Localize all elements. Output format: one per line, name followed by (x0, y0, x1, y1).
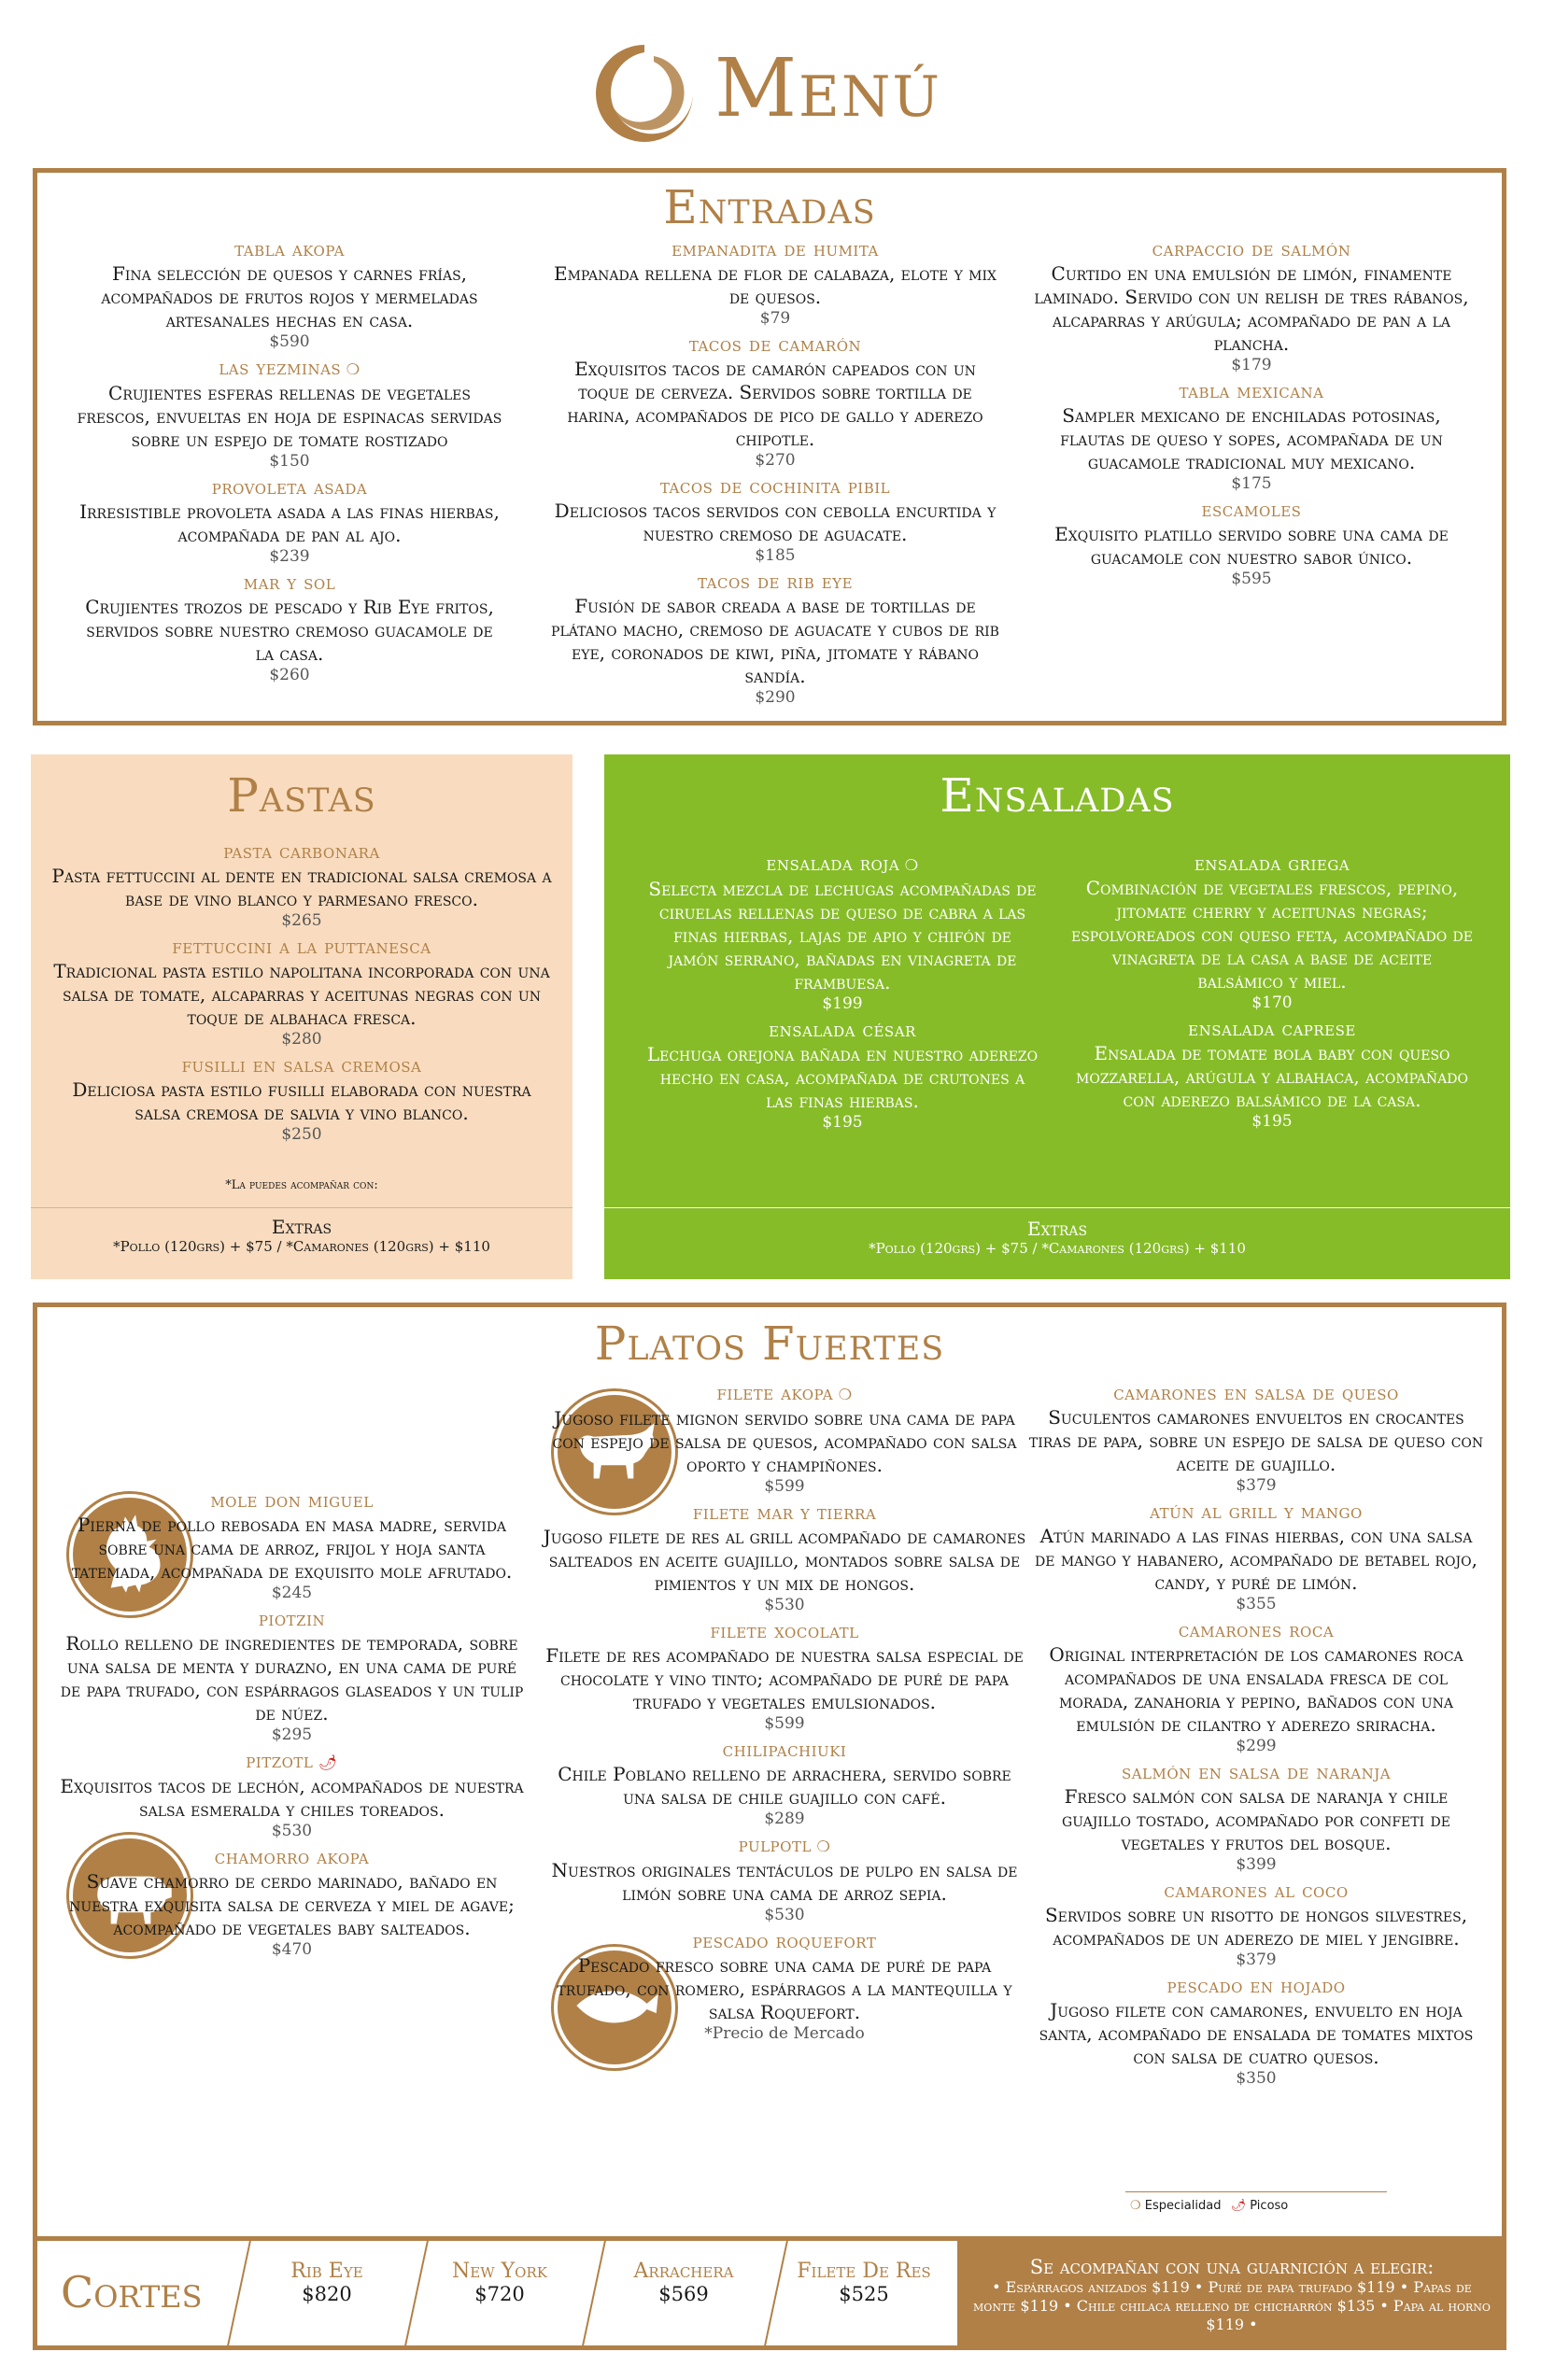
dish-name-text: chamorro akopa (214, 1846, 370, 1869)
dish-description: Fresco salmón con salsa de naranja y chile guajillo tostado, acompañado por confeti de vegetales y frutos del bosque. (1062, 1785, 1450, 1854)
menu-item (75, 476, 504, 566)
menu-item (542, 1834, 1027, 1924)
dish-name (49, 1054, 554, 1078)
dish-price: $350 (1236, 2069, 1277, 2088)
corte-name: Arrachera (633, 2260, 734, 2283)
dish-description: Empanada rellena de flor de calabaza, elote y mix de quesos. (553, 262, 997, 308)
menu-item (542, 1930, 1027, 2043)
guarnicion-desc: • Espárragos anizados $119 • Puré de papa trufado $119 • Papas de monte $119 • Chile chilaca relleno de chicharrón $135 • Papa al horno $119 • (973, 2278, 1491, 2333)
dish-name (56, 1608, 528, 1632)
dish-name (56, 1846, 528, 1870)
dish-description: Jugoso filete de res al grill acompañado de camarones salteados en aceite guajillo, montados sobre salsa de pimientos y un mix de hongos. (543, 1526, 1026, 1595)
dish-price: $260 (269, 666, 310, 684)
dish-name (542, 1834, 1027, 1859)
dish-name-text: las yezminas (219, 357, 342, 380)
dish-name-text: tabla mexicana (1179, 380, 1324, 403)
menu-item (646, 852, 1039, 1013)
dish-name (542, 1739, 1027, 1763)
dish-name (542, 1620, 1027, 1644)
dish-name-text: camarones al coco (1164, 1880, 1349, 1903)
dish-price: $250 (281, 1125, 322, 1144)
dish-name (56, 1489, 528, 1514)
menu-item (1032, 499, 1471, 588)
dish-name-text: chilipachiuki (722, 1739, 847, 1762)
dish-price: $265 (281, 911, 322, 930)
cortes-section (33, 2236, 1506, 2350)
platos-fuertes-section (33, 1303, 1506, 2236)
menu-item (1071, 852, 1473, 1012)
dish-name (1032, 238, 1471, 262)
dish-price: $175 (1231, 474, 1272, 493)
corte-price: $720 (474, 2283, 525, 2305)
cortes-divider (582, 2241, 606, 2345)
dish-name-text: escamoles (1201, 499, 1302, 522)
menu-item (75, 571, 504, 684)
menu-item (1032, 238, 1471, 374)
dish-name-text: ensalada roja (766, 852, 900, 876)
dish-name-text: pulpotl (738, 1834, 812, 1857)
entradas-title: Entradas (663, 180, 876, 234)
dish-name-text: tabla akopa (234, 238, 345, 261)
dish-description: Deliciosa pasta estilo fusilli elaborada con nuestra salsa cremosa de salvia y vino blanco. (72, 1078, 531, 1124)
dish-description: Irresistible provoleta asada a las finas hierbas, acompañada de pan al ajo. (79, 500, 500, 546)
menu-item (542, 1501, 1027, 1614)
special-icon: ❍ (341, 360, 361, 378)
dish-description: Curtido en una emulsión de limón, finamente laminado. Servido con un relish de tres rábanos, alcaparras y arúgula; acompañado de pan a la plancha. (1034, 262, 1469, 355)
menu-item (546, 475, 1004, 565)
special-icon: ❍ (833, 1386, 853, 1403)
dish-name (646, 1019, 1039, 1043)
menu-item (1027, 1975, 1485, 2088)
menu-item (1027, 1880, 1485, 1969)
corte-price: $525 (839, 2283, 889, 2305)
dish-name-text: ensalada césar (769, 1019, 916, 1042)
dish-price: $179 (1231, 356, 1272, 374)
dish-name-text: pitzotl (246, 1750, 314, 1773)
dish-name (1027, 1500, 1485, 1525)
pastas-extras (31, 1217, 573, 1256)
dish-name (1032, 499, 1471, 523)
dish-description: Fina selección de quesos y carnes frías, acompañados de frutos rojos y mermeladas artesanales hechas en casa. (101, 262, 478, 331)
dish-description: Filete de res acompañado de nuestra salsa especial de chocolate y vino tinto; acompañado de puré de papa trufado y vegetales emulsionados. (545, 1644, 1024, 1713)
dish-description: Pasta fettuccini al dente en tradicional salsa cremosa a base de vino blanco y parmesano fresco. (51, 865, 552, 910)
menu-item (75, 238, 504, 351)
chili-icon: 🌶 (1230, 2199, 1247, 2213)
menu-item (49, 1054, 554, 1144)
dish-description: Atún marinado a las finas hierbas, con una salsa de mango y habanero, acompañado de betabel rojo, candy, y puré de limón. (1035, 1525, 1477, 1594)
menu-item (56, 1846, 528, 1959)
dish-name (546, 333, 1004, 358)
dish-name (546, 475, 1004, 500)
menu-item (542, 1620, 1027, 1733)
legend-divider (1125, 2191, 1387, 2192)
ensaladas-section (604, 754, 1510, 1279)
guarnicion-box (957, 2241, 1506, 2345)
special-icon: ❍ (1130, 2199, 1141, 2213)
dish-price: $595 (1231, 570, 1272, 588)
dish-name-text: camarones en salsa de queso (1113, 1382, 1399, 1405)
corte-price: $820 (302, 2283, 352, 2305)
dish-description: Pierna de pollo rebosada en masa madre, servida sobre una cama de arroz, frijol y hoja santa tatemada, acompañada de exquisito mole afrutado. (71, 1514, 513, 1583)
menu-item (1071, 1018, 1473, 1131)
menu-item (546, 570, 1004, 707)
dish-description: Jugoso filete con camarones, envuelto en hoja santa, acompañado de ensalada de tomates mixtos con salsa de cuatro quesos. (1039, 1999, 1474, 2068)
dish-description: Crujientes esferas rellenas de vegetales frescos, envueltas en hoja de espinacas servidas sobre un espejo de tomate rostizado (77, 382, 502, 451)
menu-item (75, 357, 504, 471)
menu-item (1027, 1382, 1485, 1495)
dish-name-text: fusilli en salsa cremosa (181, 1054, 422, 1077)
dish-name-text: piotzin (258, 1608, 326, 1631)
dish-price: $379 (1236, 1950, 1277, 1969)
legend (1130, 2199, 1288, 2213)
dish-price: $379 (1236, 1476, 1277, 1495)
platos-title: Platos Fuertes (594, 1317, 945, 1371)
dish-name-text: atún al grill y mango (1150, 1500, 1363, 1524)
menu-item (56, 1608, 528, 1744)
corte-name: Filete De Res (797, 2260, 931, 2283)
dish-name-text: tacos de camarón (688, 333, 862, 357)
dish-description: Exquisito platillo servido sobre una cama de guacamole con nuestro sabor único. (1054, 523, 1449, 569)
dish-name-text: filete mar y tierra (692, 1501, 877, 1525)
dish-price: $355 (1236, 1595, 1277, 1613)
dish-description: Lechuga orejona bañada en nuestro aderezo hecho en casa, acompañada de crutones a las finas hierbas. (646, 1043, 1039, 1112)
dish-description: Exquisitos tacos de lechón, acompañados de nuestra salsa esmeralda y chiles toreados. (60, 1775, 524, 1821)
dish-name-text: mole don miguel (210, 1489, 374, 1513)
dish-name (1032, 380, 1471, 404)
menu-item (1032, 380, 1471, 493)
corte-item (604, 2260, 763, 2305)
dish-name (75, 476, 504, 500)
ensaladas-extras-desc: *Pollo (120grs) + $75 / *Camarones (120grs) + $110 (869, 1240, 1246, 1257)
dish-price: $590 (269, 332, 310, 351)
dish-description: Original interpretación de los camarones roca acompañados de una ensalada fresca de col morada, zanahoria y pepino, bañados con una emulsión de cilantro y aderezo sriracha. (1049, 1643, 1463, 1736)
dish-price: $195 (822, 1113, 863, 1132)
dish-price: $530 (764, 1906, 805, 1924)
pastas-extras-title: Extras (271, 1216, 332, 1238)
dish-name (546, 570, 1004, 595)
corte-name: New York (452, 2260, 547, 2283)
menu-item (1027, 1500, 1485, 1613)
dish-price: $290 (755, 688, 796, 707)
dish-price: $185 (755, 546, 796, 565)
entradas-section (33, 168, 1506, 725)
dish-name (1027, 1975, 1485, 1999)
menu-item (646, 1019, 1039, 1132)
dish-name-text: camarones roca (1178, 1619, 1335, 1642)
dish-description: Combinación de vegetales frescos, pepino, jitomate cherry y aceitunas negras; espolvoreados con queso feta, acompañado de vinagreta de la casa a base de aceite balsámico y miel. (1071, 877, 1474, 993)
dish-price: $199 (822, 994, 863, 1013)
dish-price: *Precio de Mercado (704, 2024, 865, 2043)
dish-name-text: empanadita de humita (672, 238, 879, 261)
dish-price: $299 (1236, 1737, 1277, 1755)
dish-name (542, 1930, 1027, 1954)
dish-name-text: carpaccio de salmón (1152, 238, 1351, 261)
dish-name (1027, 1880, 1485, 1904)
menu-item (56, 1750, 528, 1840)
menu-item (56, 1489, 528, 1602)
dish-name-text: pasta carbonara (223, 840, 380, 864)
ensaladas-extras-divider (604, 1207, 1510, 1208)
dish-description: Pescado fresco sobre una cama de puré de papa trufado, con romero, espárragos a la mantequilla y salsa Roquefort. (557, 1954, 1012, 2023)
pastas-title: Pastas (227, 768, 376, 823)
menu-item (542, 1382, 1027, 1496)
menu-item (49, 840, 554, 930)
dish-price: $289 (764, 1810, 805, 1828)
logo-icon (588, 37, 700, 149)
dish-description: Chile Poblano relleno de arrachera, servido sobre una salsa de chile guajillo con café. (558, 1763, 1011, 1809)
dish-price: $295 (271, 1725, 313, 1744)
dish-price: $399 (1236, 1855, 1277, 1874)
dish-name-text: tacos de cochinita pibil (659, 475, 891, 499)
dish-description: Ensalada de tomate bola baby con queso mozzarella, arúgula y albahaca, acompañado con aderezo balsámico de la casa. (1076, 1042, 1468, 1111)
dish-price: $599 (764, 1477, 805, 1496)
dish-name-text: provoleta asada (211, 476, 368, 500)
platos-col-2 (542, 1382, 1027, 2049)
dish-price: $470 (271, 1940, 313, 1959)
menu-item (546, 333, 1004, 470)
dish-name-text: ensalada caprese (1188, 1018, 1356, 1041)
dish-description: Rollo relleno de ingredientes de temporada, sobre una salsa de menta y durazno, en una cama de puré de papa trufado, con espárragos glaseados y un tulip de núez. (60, 1632, 524, 1725)
dish-name (75, 571, 504, 596)
entradas-col-1 (75, 238, 504, 690)
dish-name (75, 357, 504, 382)
dish-description: Suave chamorro de cerdo marinado, bañado en nuestra exquisita salsa de cerveza y miel de agave; acompañado de vegetales baby salteados. (69, 1870, 515, 1939)
dish-price: $599 (764, 1714, 805, 1733)
entradas-col-2 (546, 238, 1004, 712)
dish-name (542, 1382, 1027, 1407)
dish-description: Crujientes trozos de pescado y Rib Eye fritos, servidos sobre nuestro cremoso guacamole de la casa. (85, 596, 494, 665)
pastas-extras-divider (31, 1207, 573, 1208)
dish-name-text: pescado en hojado (1166, 1975, 1346, 1998)
corte-item (247, 2260, 406, 2305)
dish-description: Jugoso filete mignon servido sobre una cama de papa con espejo de salsa de quesos, acompañado con salsa oporto y champiñones. (552, 1407, 1017, 1476)
dish-description: Fusión de sabor creada a base de tortillas de plátano macho, cremoso de aguacate y cubos de rib eye, coronados de kiwi, piña, jitomate y rábano sandía. (551, 595, 999, 687)
special-icon: ❍ (811, 1838, 831, 1855)
dish-name (56, 1750, 528, 1775)
legend-special: Especialidad (1144, 2199, 1222, 2213)
dish-description: Deliciosos tacos servidos con cebolla encurtida y nuestro cremoso de aguacate. (554, 500, 997, 545)
corte-item (785, 2260, 943, 2305)
ensaladas-title: Ensaladas (940, 768, 1175, 823)
dish-name-text: fettuccini a la puttanesca (172, 936, 431, 959)
platos-col-3 (1027, 1382, 1485, 2093)
platos-col-1 (56, 1489, 528, 1965)
dish-description: Servidos sobre un risotto de hongos silvestres, acompañados de un aderezo de miel y jengibre. (1044, 1904, 1468, 1950)
page-title: Menú (714, 42, 941, 135)
cortes-title: Cortes (61, 2267, 203, 2317)
dish-price: $195 (1251, 1112, 1293, 1131)
dish-name (1071, 1018, 1473, 1042)
pastas-section (31, 754, 573, 1279)
dish-name-text: ensalada griega (1194, 852, 1350, 876)
ensaladas-col-2 (1071, 852, 1473, 1136)
dish-price: $150 (269, 452, 310, 471)
dish-name-text: salmón en salsa de naranja (1121, 1761, 1392, 1784)
dish-price: $239 (269, 547, 310, 566)
pastas-note: *La puedes acompañar con: (225, 1178, 378, 1192)
dish-name-text: pescado roquefort (692, 1930, 877, 1953)
dish-name (49, 936, 554, 960)
corte-price: $569 (658, 2283, 709, 2305)
dish-price: $170 (1251, 993, 1293, 1012)
dish-name (646, 852, 1039, 878)
dish-name (75, 238, 504, 262)
legend-spicy: Picoso (1250, 2199, 1289, 2213)
dish-description: Sampler mexicano de enchiladas potosinas, flautas de queso y sopes, acompañada de un guacamole tradicional muy mexicano. (1060, 404, 1443, 473)
dish-name (1027, 1619, 1485, 1643)
dish-description: Selecta mezcla de lechugas acompañadas de ciruelas rellenas de queso de cabra a las finas hierbas, lajas de apio y chifón de jamón serrano, bañadas en vinagreta de frambuesa. (648, 878, 1037, 993)
dish-description: Exquisitos tacos de camarón capeados con un toque de cerveza. Servidos sobre tortilla de harina, acompañados de pico de gallo y aderezo chipotle. (567, 358, 983, 450)
menu-item (542, 1739, 1027, 1828)
dish-name (1027, 1761, 1485, 1785)
dish-name (49, 840, 554, 865)
special-icon: ❍ (899, 856, 919, 874)
dish-name (1027, 1382, 1485, 1406)
dish-price: $530 (764, 1596, 805, 1614)
menu-item (49, 936, 554, 1049)
guarnicion-title: Se acompañan con una guarnición a elegir: (1029, 2256, 1435, 2278)
corte-item (420, 2260, 579, 2305)
dish-name (1071, 852, 1473, 877)
dish-price: $270 (755, 451, 796, 470)
entradas-col-3 (1032, 238, 1471, 594)
menu-item (1027, 1619, 1485, 1755)
dish-name (546, 238, 1004, 262)
header (0, 33, 1541, 135)
dish-price: $79 (759, 309, 791, 328)
dish-description: Nuestros originales tentáculos de pulpo en salsa de limón sobre una cama de arroz sepia. (551, 1859, 1018, 1905)
dish-description: Suculentos camarones envueltos en crocantes tiras de papa, sobre un espejo de salsa de queso con aceite de guajillo. (1028, 1406, 1484, 1475)
dish-name-text: tacos de rib eye (697, 570, 854, 594)
ensaladas-extras (604, 1218, 1510, 1258)
corte-name: Rib Eye (290, 2260, 363, 2283)
pastas-extras-desc: *Pollo (120grs) + $75 / *Camarones (120grs) + $110 (113, 1238, 490, 1255)
pastas-list (49, 840, 554, 1149)
menu-item (1027, 1761, 1485, 1874)
dish-description: Tradicional pasta estilo napolitana incorporada con una salsa de tomate, alcaparras y aceitunas negras con un toque de albahaca fresca. (53, 960, 550, 1029)
dish-price: $280 (281, 1030, 322, 1049)
ensaladas-col-1 (646, 852, 1039, 1137)
dish-name-text: mar y sol (243, 571, 336, 595)
dish-name (542, 1501, 1027, 1526)
dish-price: $245 (271, 1584, 313, 1602)
chili-icon: 🌶 (313, 1753, 338, 1771)
dish-name-text: filete xocolatl (710, 1620, 859, 1643)
dish-price: $530 (271, 1822, 313, 1840)
menu-item (546, 238, 1004, 328)
dish-name-text: filete akopa (716, 1382, 834, 1405)
ensaladas-extras-title: Extras (1026, 1218, 1088, 1240)
